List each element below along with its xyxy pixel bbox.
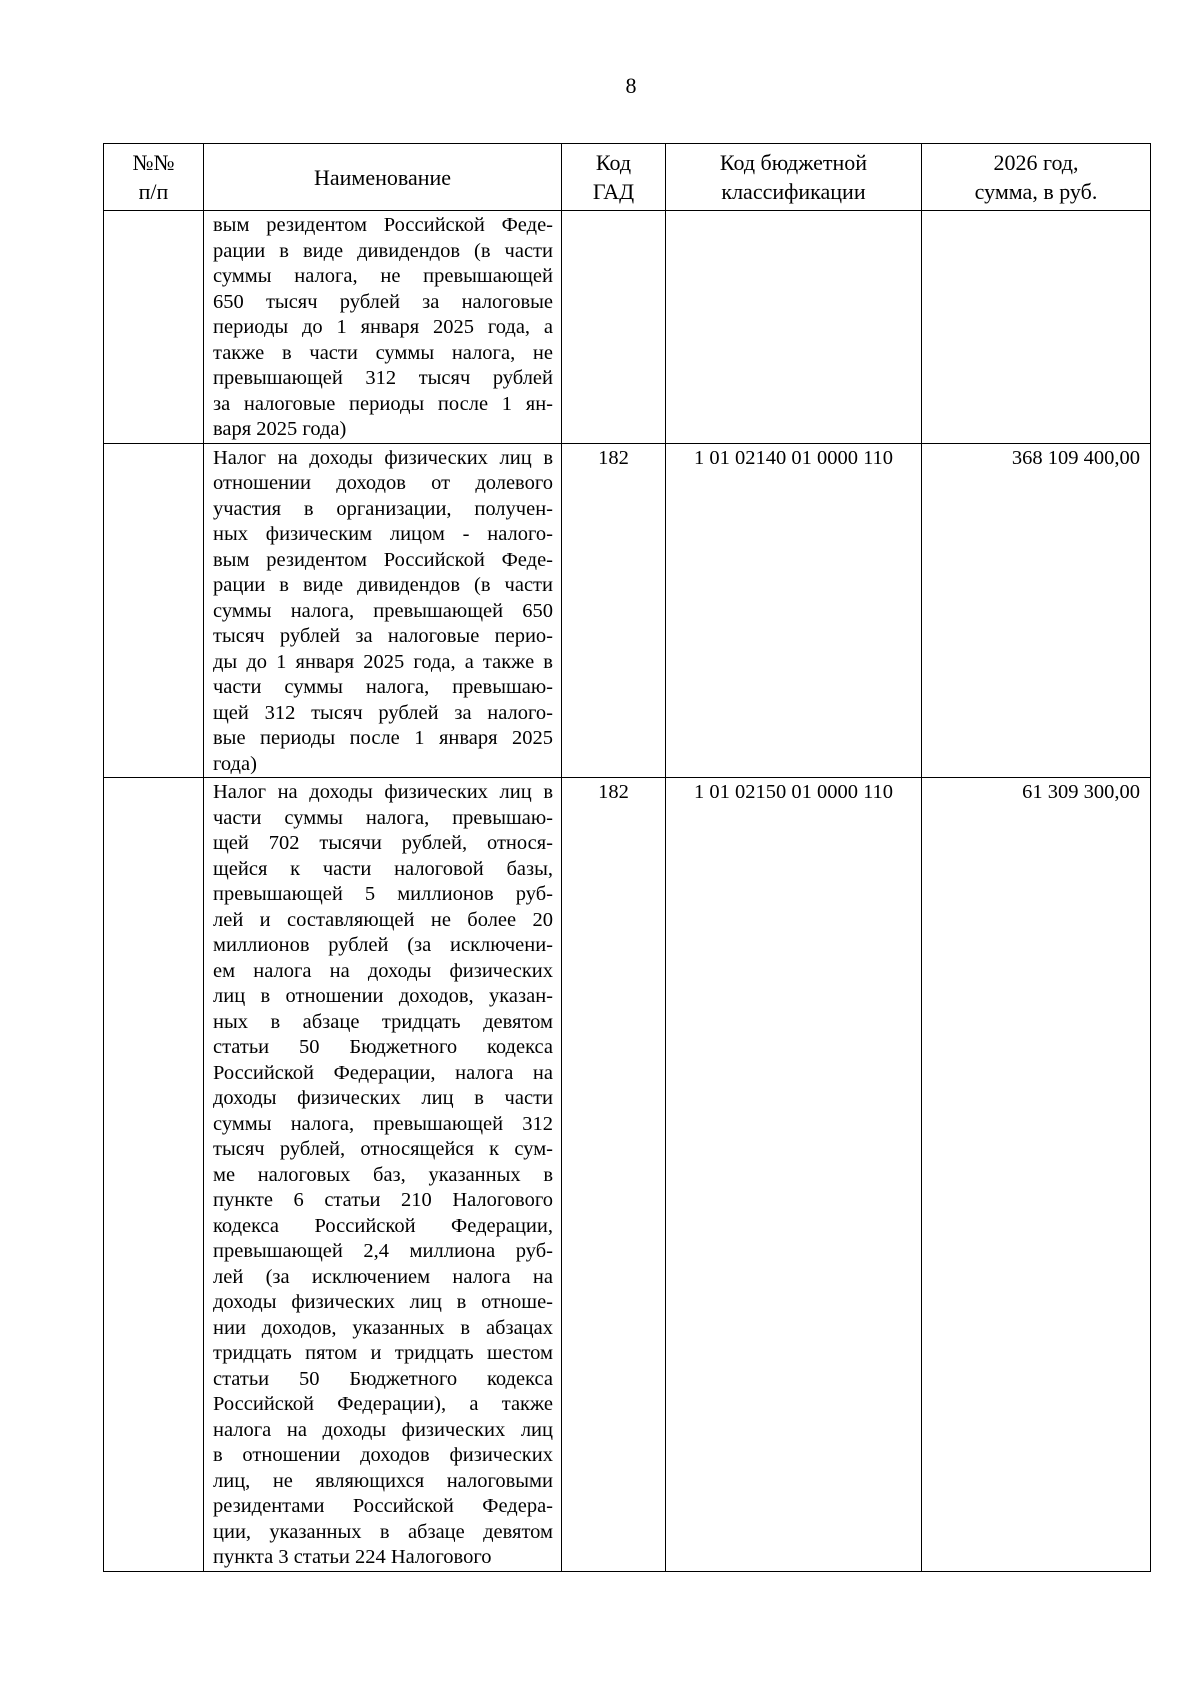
name-text-line: суммы налога, превышающей 650 [213,599,553,622]
header-name: Наименование [204,144,562,211]
header-kbk [666,144,922,211]
header-kbk-line-2: классификации [721,179,866,204]
name-text-line: 650 тысяч рублей за налоговые [213,290,553,313]
name-text-line: лей и составляющей не более 20 [213,908,553,931]
name-text-line: превышающей 312 тысяч рублей [213,367,553,389]
cell-sum-2026 [922,211,1151,444]
name-text-line: щей 312 тысяч рублей за налого- [213,701,553,724]
name-text-line: тысяч рублей, относящейся к сум- [213,1138,553,1160]
name-text-line: резидентами Российской Федера- [213,1495,553,1517]
name-text-line: ем налога на доходы физических [213,959,553,982]
name-text-line: налога на доходы физических лиц [213,1418,553,1441]
cell-budget-classification-code: 1 01 02140 01 0000 110 [666,443,922,778]
name-text-line: ции, указанных в абзаце девятом [213,1520,553,1543]
name-text-line: суммы налога, не превышающей [213,265,553,287]
cell-num [104,211,204,444]
name-text-line: ды до 1 января 2025 года, а также в [213,650,553,673]
header-gad [562,144,666,211]
name-text-line: Российской Федерации, налога на [213,1061,553,1084]
name-text-line: Налог на доходы физических лиц в [213,446,553,469]
table-header-row [104,144,1151,211]
cell-num [104,443,204,778]
name-text-line: вые периоды после 1 января 2025 [213,727,553,749]
cell-budget-classification-code: 1 01 02150 01 0000 110 [666,778,922,1572]
name-text-line: лиц, не являющихся налоговыми [213,1469,553,1492]
header-sum-line-1: 2026 год, [993,150,1079,175]
name-text-line: статьи 50 Бюджетного кодекса [213,1367,553,1390]
name-text-line: пункта 3 статьи 224 Налогового [213,1546,492,1568]
name-text-line: части суммы налога, превышаю- [213,806,553,829]
name-text-line: ных в абзаце тридцать девятом [213,1010,553,1033]
name-text-line: нии доходов, указанных в абзацах [213,1316,553,1339]
cell-num [104,778,204,1572]
name-text-line: отношении доходов от долевого [213,472,553,494]
cell-name [204,443,562,778]
name-text-line: кодекса Российской Федерации, [213,1214,553,1237]
name-text-line: доходы физических лиц в отноше- [213,1291,553,1313]
name-text-line: щейся к части налоговой базы, [213,857,553,880]
cell-sum-2026: 368 109 400,00 [922,443,1151,778]
name-text-line: доходы физических лиц в части [213,1087,553,1109]
header-gad-line-2: ГАД [592,179,635,204]
cell-budget-classification-code [666,211,922,444]
name-text-line: статьи 50 Бюджетного кодекса [213,1036,553,1058]
name-text-line: превышающей 5 миллионов руб- [213,883,553,905]
name-text-line: превышающей 2,4 миллиона руб- [213,1240,553,1262]
name-text-line: Российской Федерации), а также [213,1393,553,1415]
budget-revenue-table [103,143,1151,1572]
header-sum [922,144,1151,211]
name-text-line: рации в виде дивидендов (в части [213,239,553,262]
cell-gad-code: 182 [562,443,666,778]
name-text-line: в отношении доходов физических [213,1444,553,1466]
name-text-line: Налог на доходы физических лиц в [213,781,553,803]
header-gad-line-1: Код [595,150,632,175]
table-row [104,778,1151,1572]
name-text-line: за налоговые периоды после 1 ян- [213,392,553,415]
table-row [104,443,1151,778]
header-kbk-line-1: Код бюджетной [719,150,868,175]
header-sum-line-2: сумма, в руб. [974,179,1098,204]
name-text-line: щей 702 тысячи рублей, относя- [213,832,553,854]
name-text-line: периоды до 1 января 2025 года, а [213,316,553,338]
name-text-line: варя 2025 года) [213,418,347,440]
name-text-line: части суммы налога, превышаю- [213,676,553,698]
cell-sum-2026: 61 309 300,00 [922,778,1151,1572]
name-text-line: миллионов рублей (за исключени- [213,934,553,956]
table-row [104,211,1151,444]
name-text-line: ных физическим лицом - налого- [213,523,553,545]
header-num-line-1: №№ [132,150,175,175]
name-text-line: суммы налога, превышающей 312 [213,1112,553,1135]
cell-name [204,211,562,444]
cell-gad-code [562,211,666,444]
name-text-line: также в части суммы налога, не [213,341,553,364]
name-text-line: участия в организации, получен- [213,497,553,520]
name-text-line: вым резидентом Российской Феде- [213,548,553,571]
name-text-line: лиц в отношении доходов, указан- [213,985,553,1007]
page-number: 8 [625,73,637,98]
header-num [104,144,204,211]
header-num-line-2: п/п [138,179,169,204]
name-text-line: ме налоговых баз, указанных в [213,1163,553,1186]
name-text-line: пункте 6 статьи 210 Налогового [213,1189,553,1211]
cell-gad-code: 182 [562,778,666,1572]
name-text-line: рации в виде дивидендов (в части [213,574,553,596]
name-text-line: тысяч рублей за налоговые перио- [213,625,553,647]
cell-name [204,778,562,1572]
name-text-line: лей (за исключением налога на [213,1265,553,1288]
name-text-line: тридцать пятом и тридцать шестом [213,1342,553,1364]
name-text-line: года) [213,752,257,775]
name-text-line: вым резидентом Российской Феде- [213,214,553,236]
